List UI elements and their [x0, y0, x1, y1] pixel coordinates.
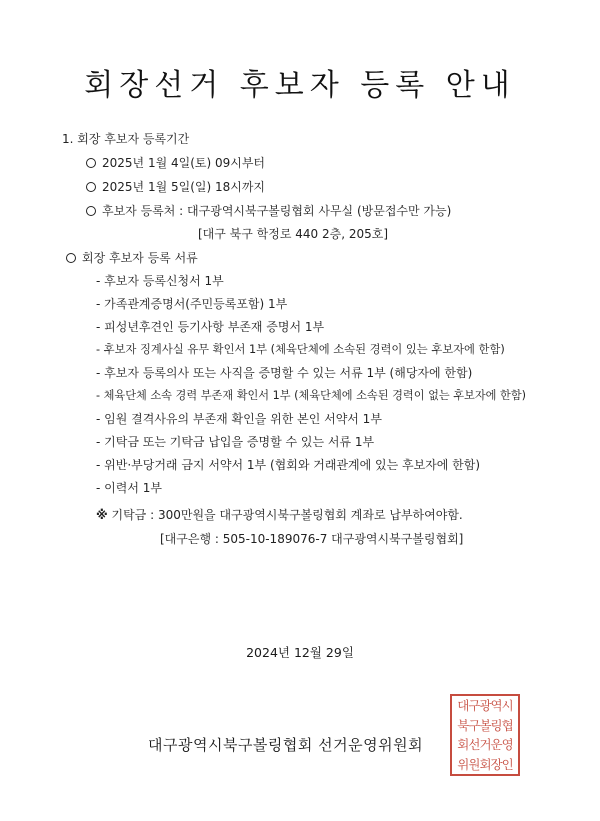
official-seal-stamp: [450, 694, 520, 776]
seal-line: 회선거운영: [457, 737, 513, 753]
reference-mark: ※: [96, 508, 108, 522]
period-end-item: [86, 179, 265, 195]
bullet-circle-icon: [86, 206, 96, 216]
seal-line: 대구광역시: [457, 698, 513, 713]
period-start-text: 2025년 1월 4일(토) 09시부터: [102, 156, 266, 170]
deposit-note: [96, 507, 463, 523]
bullet-circle-icon: [86, 182, 96, 192]
document-item: - 가족관계증명서(주민등록포함) 1부: [96, 297, 288, 311]
document-item: - 이력서 1부: [96, 481, 162, 495]
bullet-circle-icon: [86, 158, 96, 168]
bank-account: [대구은행 : 505-10-189076-7 대구광역시북구볼링협회]: [160, 532, 464, 546]
document-item: - 피성년후견인 등기사항 부존재 증명서 1부: [96, 320, 325, 334]
section1-heading: 1. 회장 후보자 등록기간: [62, 132, 190, 146]
document-item: - 후보자 징계사실 유무 확인서 1부 (체육단체에 소속된 경력이 있는 후보자에 한함): [96, 343, 505, 356]
page-title: 회장선거 후보자 등록 안내: [84, 68, 516, 103]
document-item: - 임원 결격사유의 부존재 확인을 위한 본인 서약서 1부: [96, 412, 382, 426]
issue-date: 2024년 12월 29일: [246, 645, 354, 660]
section2-heading-item: [66, 250, 198, 266]
deposit-note-text: 기탁금 : 300만원을 대구광역시북구볼링협회 계좌로 납부하여야함.: [111, 508, 463, 522]
document-item: - 기탁금 또는 기탁금 납입을 증명할 수 있는 서류 1부: [96, 435, 375, 449]
registration-place-item: [86, 203, 451, 219]
document-item: - 후보자 등록의사 또는 사직을 증명할 수 있는 서류 1부 (해당자에 한함): [96, 366, 473, 380]
period-end-text: 2025년 1월 5일(일) 18시까지: [102, 180, 266, 194]
period-start-item: [86, 155, 265, 171]
section2-heading: 회장 후보자 등록 서류: [82, 251, 198, 265]
document-item: - 체육단체 소속 경력 부존재 확인서 1부 (체육단체에 소속된 경력이 없는 후보자에 한함): [96, 389, 527, 402]
seal-line: 북구볼링협: [457, 717, 513, 733]
registration-place-text: 후보자 등록처 : 대구광역시북구볼링협회 사무실 (방문접수만 가능): [102, 204, 452, 218]
address: [대구 북구 학정로 440 2층, 205호]: [198, 227, 389, 241]
bullet-circle-icon: [66, 253, 76, 263]
seal-line: 위원회장인: [457, 756, 513, 772]
document-item: - 후보자 등록신청서 1부: [96, 274, 224, 288]
issuer-name: 대구광역시북구볼링협회 선거운영위원회: [148, 736, 424, 754]
document-item: - 위반·부당거래 금지 서약서 1부 (협회와 거래관계에 있는 후보자에 한함): [96, 458, 481, 472]
